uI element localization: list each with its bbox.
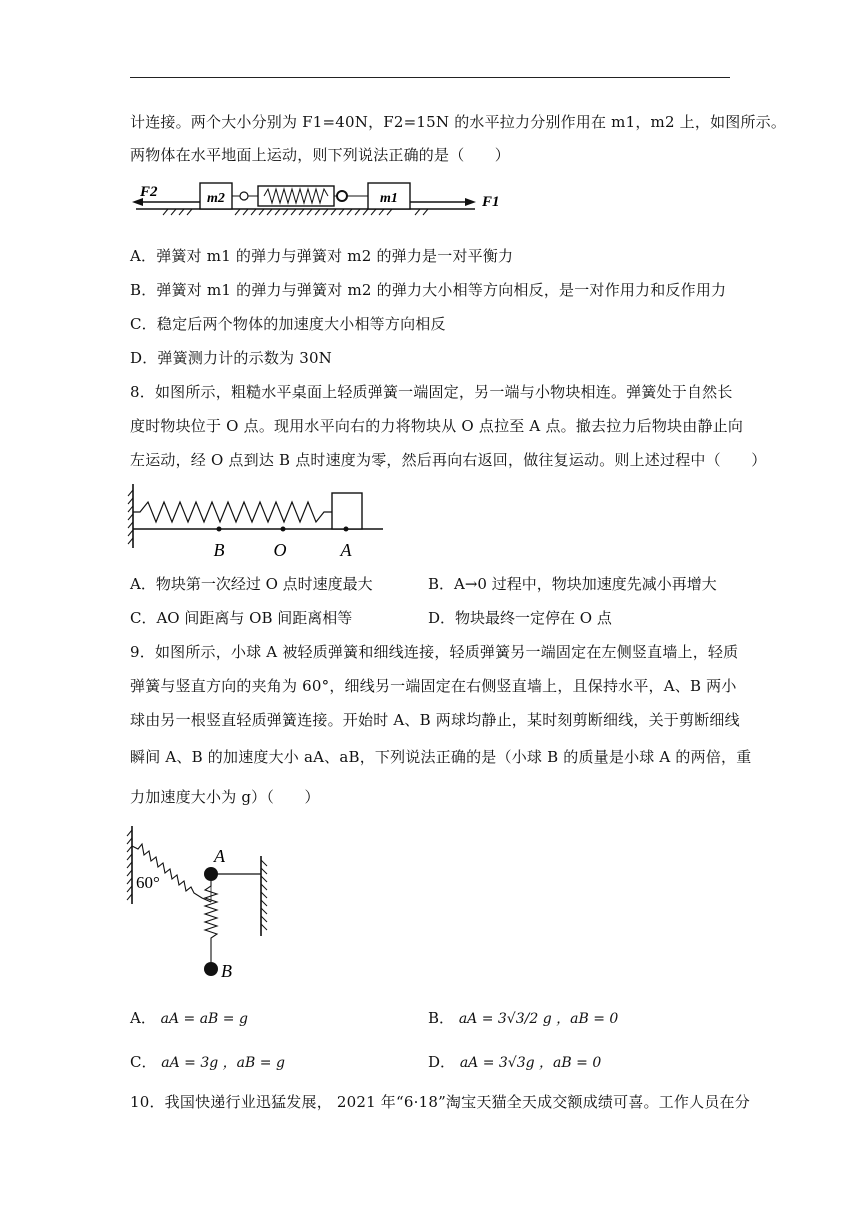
- q9-stem-line4: 瞬间 A、B 的加速度大小 aA、aB，下列说法正确的是（小球 B 的质量是小球 A 的两倍，重: [130, 748, 752, 766]
- q9-option-d[interactable]: [428, 1052, 601, 1073]
- q9-option-b-letter: B．: [428, 1009, 455, 1027]
- q9-option-c-letter: C．: [130, 1053, 157, 1071]
- q10-stem-line1: 10．我国快递行业迅猛发展， 2021 年“6·18”淘宝天猫全天成交额成绩可喜。工作人员在分: [130, 1093, 750, 1111]
- q9-option-d-letter: D．: [428, 1053, 456, 1071]
- q8-option-d[interactable]: D．物块最终一定停在 O 点: [428, 609, 612, 627]
- q9-figure: [124, 822, 274, 982]
- q9-stem-line5: 力加速度大小为 g）（ ）: [130, 788, 320, 806]
- F2-label: F2: [140, 184, 158, 200]
- q9-option-b[interactable]: [428, 1008, 618, 1029]
- point-b-label: B: [213, 540, 225, 560]
- q7-option-a[interactable]: A．弹簧对 m1 的弹力与弹簧对 m2 的弹力是一对平衡力: [130, 247, 514, 265]
- q8-option-a[interactable]: A．物块第一次经过 O 点时速度最大: [130, 575, 373, 593]
- ball-a: [204, 867, 218, 881]
- q9-option-d-formula: aA = 3√3g ，aB = 0: [459, 1055, 602, 1071]
- ball-a-label: A: [214, 846, 225, 866]
- q8-stem-line3: 左运动，经 O 点到达 B 点时速度为零，然后再向右返回，做往复运动。则上述过程中（ ）: [130, 451, 767, 469]
- q9-option-b-formula: aA = 3√3/2 g ，aB = 0: [458, 1011, 619, 1027]
- angle-label: 60°: [136, 873, 160, 892]
- q7-option-d[interactable]: D．弹簧测力计的示数为 30N: [130, 349, 333, 367]
- spring: [133, 502, 332, 522]
- q9-stem-line1: 9．如图所示，小球 A 被轻质弹簧和细线连接，轻质弹簧另一端固定在左侧竖直墙上，轻质: [130, 643, 739, 661]
- F1-label: F1: [482, 194, 500, 210]
- m2-label: m2: [207, 191, 225, 206]
- point-a-label: A: [340, 540, 352, 560]
- ball-b-label: B: [221, 961, 232, 981]
- q8-option-b[interactable]: B．A→0 过程中，物块加速度先减小再增大: [428, 575, 717, 593]
- point-o-label: O: [273, 540, 287, 560]
- q8-figure: [128, 482, 388, 562]
- header-rule: [130, 77, 730, 78]
- q9-option-a-formula: aA = aB = g: [160, 1011, 248, 1027]
- q8-stem-line1: 8．如图所示，粗糙水平桌面上轻质弹簧一端固定，另一端与小物块相连。弹簧处于自然长: [130, 383, 733, 401]
- q9-option-a-letter: A．: [130, 1009, 156, 1027]
- q7-option-b[interactable]: B．弹簧对 m1 的弹力与弹簧对 m2 的弹力大小相等方向相反，是一对作用力和反作用力: [130, 281, 727, 299]
- q7-figure: [130, 178, 510, 220]
- q9-option-c[interactable]: [130, 1052, 285, 1073]
- q8-stem-line2: 度时物块位于 O 点。现用水平向右的力将物块从 O 点拉至 A 点。撤去拉力后物块由静止向: [130, 417, 744, 435]
- block: [332, 493, 362, 529]
- ball-b: [204, 962, 218, 976]
- q9-option-c-formula: aA = 3g ，aB = g: [161, 1055, 285, 1071]
- m1-label: m1: [380, 191, 398, 206]
- q9-option-a[interactable]: [130, 1008, 248, 1029]
- q9-stem-line3: 球由另一根竖直轻质弹簧连接。开始时 A、B 两球均静止，某时刻剪断细线，关于剪断细线: [130, 711, 740, 729]
- q7-stem-line1: 计连接。两个大小分别为 F1=40N，F2=15N 的水平拉力分别作用在 m1，m2 上，如图所示。: [130, 113, 787, 131]
- q7-option-c[interactable]: C．稳定后两个物体的加速度大小相等方向相反: [130, 315, 446, 333]
- q7-stem-line2: 两物体在水平地面上运动，则下列说法正确的是（ ）: [130, 146, 511, 164]
- q9-stem-line2: 弹簧与竖直方向的夹角为 60°，细线另一端固定在右侧竖直墙上，且保持水平，A、B 两小: [130, 677, 737, 695]
- q8-option-c[interactable]: C．AO 间距离与 OB 间距离相等: [130, 609, 353, 627]
